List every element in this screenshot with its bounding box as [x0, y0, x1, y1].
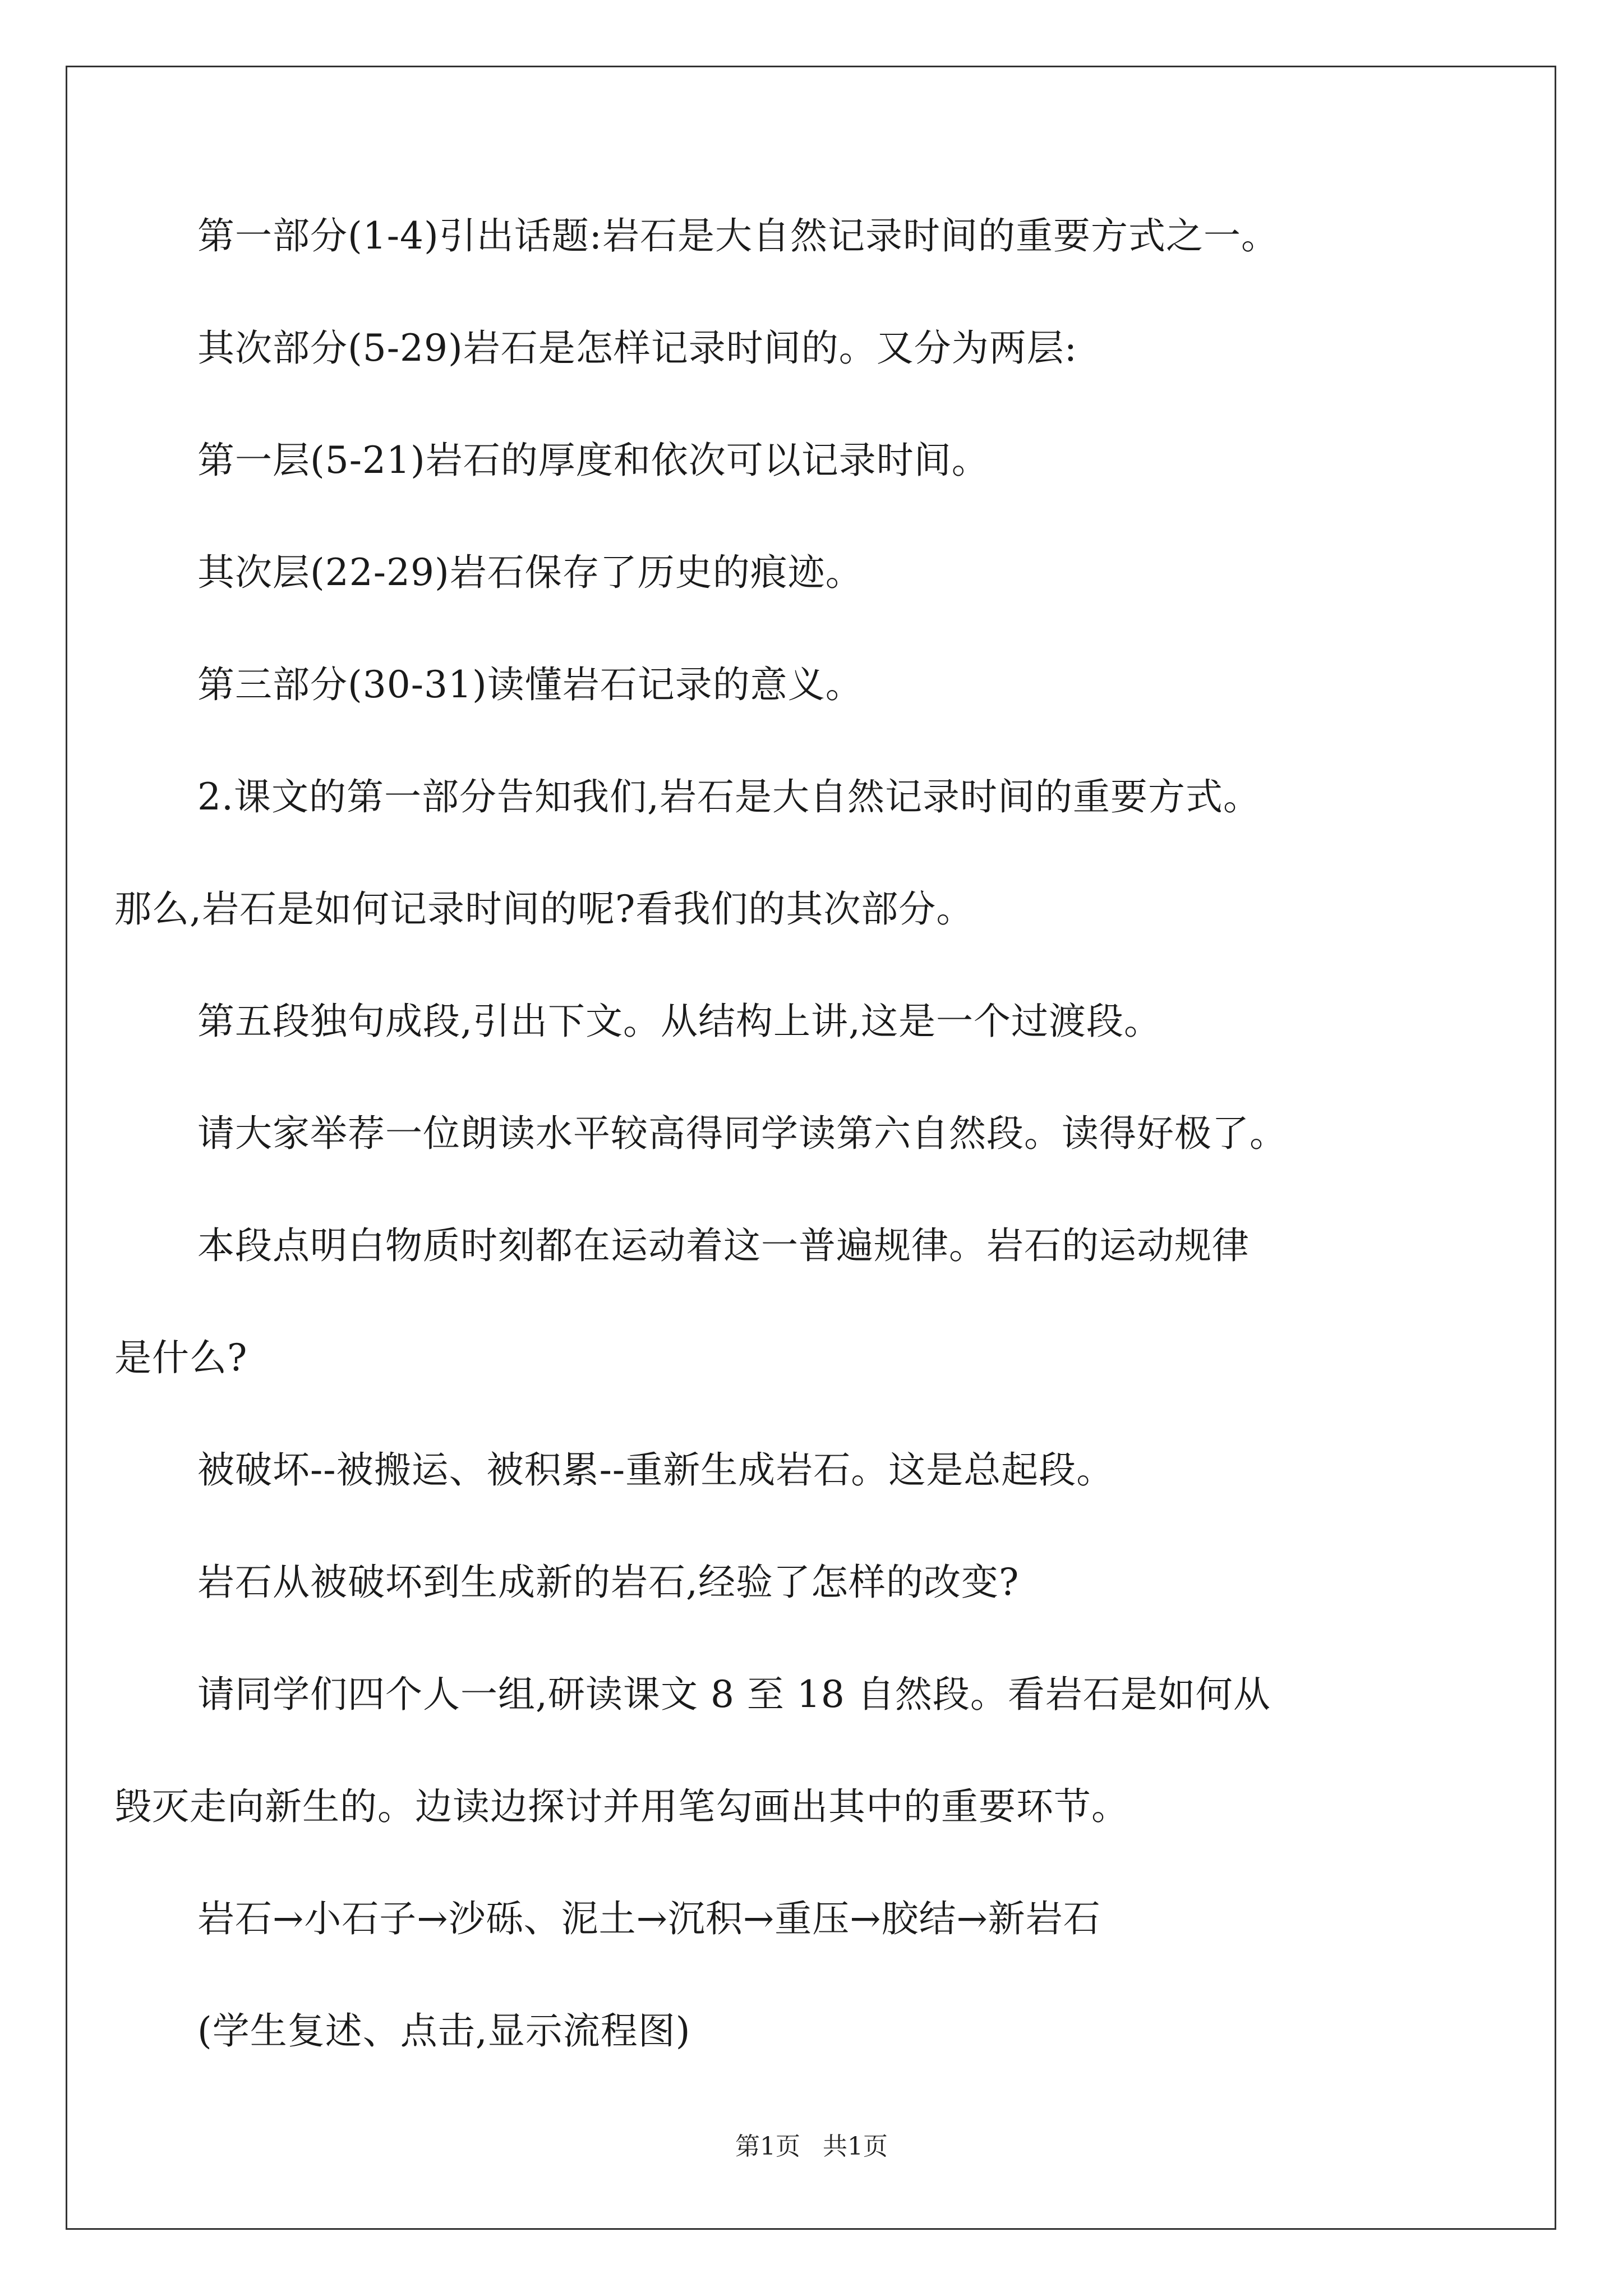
paragraph	[114, 1666, 1448, 1835]
paragraph	[114, 208, 1448, 265]
paragraph-line: 请大家举荐一位朗读水平较高得同学读第六自然段。读得好极了。	[197, 1112, 1287, 1155]
paragraph	[114, 432, 1448, 489]
paragraph-line: 其次部分(5-29)岩石是怎样记录时间的。又分为两层:	[197, 326, 1078, 370]
paragraph-line: 2.课文的第一部分告知我们,岩石是大自然记录时间的重要方式。	[197, 775, 1261, 818]
paragraph	[114, 656, 1448, 714]
paragraph-line: 第五段独句成段,引出下文。从结构上讲,这是一个过渡段。	[197, 1000, 1161, 1043]
paragraph-line: 毁灭走向新生的。边读边探讨并用笔勾画出其中的重要环节。	[114, 1785, 1129, 1828]
paragraph-line: 请同学们四个人一组,研读课文 8 至 18 自然段。看岩石是如何从	[197, 1673, 1271, 1716]
paragraph-line: 被破坏--被搬运、被积累--重新生成岩石。这是总起段。	[197, 1448, 1114, 1492]
flow-sequence	[114, 1890, 1448, 1948]
paragraph	[114, 1105, 1448, 1162]
paragraph-line: 其次层(22-29)岩石保存了历史的痕迹。	[197, 551, 863, 594]
paragraph-line: 本段点明白物质时刻都在运动着这一普遍规律。岩石的运动规律	[197, 1224, 1249, 1267]
paragraph-line: 第一层(5-21)岩石的厚度和依次可以记录时间。	[197, 439, 989, 482]
paragraph	[114, 1554, 1448, 1611]
page-total: 共1页	[823, 2132, 888, 2161]
page-number: 第1页	[735, 2132, 800, 2161]
paragraph-line: 第一部分(1-4)引出话题:岩石是大自然记录时间的重要方式之一。	[197, 214, 1279, 257]
page-footer	[0, 2126, 1623, 2162]
paragraph-line: 第三部分(30-31)读懂岩石记录的意义。	[197, 663, 863, 706]
paragraph	[114, 1442, 1448, 1499]
paragraph-line: 岩石从被破坏到生成新的岩石,经验了怎样的改变?	[197, 1561, 1020, 1604]
paragraph	[114, 769, 1448, 938]
document-body	[114, 208, 1448, 2115]
paragraph	[114, 320, 1448, 377]
paragraph	[114, 993, 1448, 1050]
paragraph-line: 岩石→小石子→沙砾、泥土→沉积→重压→胶结→新岩石	[197, 1897, 1101, 1940]
paragraph	[114, 2003, 1448, 2060]
paragraph-line: 那么,岩石是如何记录时间的呢?看我们的其次部分。	[114, 887, 974, 931]
paragraph	[114, 544, 1448, 601]
paragraph	[114, 1217, 1448, 1387]
paragraph-line: 是什么?	[114, 1336, 248, 1379]
paragraph-line: (学生复述、点击,显示流程图)	[197, 2009, 691, 2053]
